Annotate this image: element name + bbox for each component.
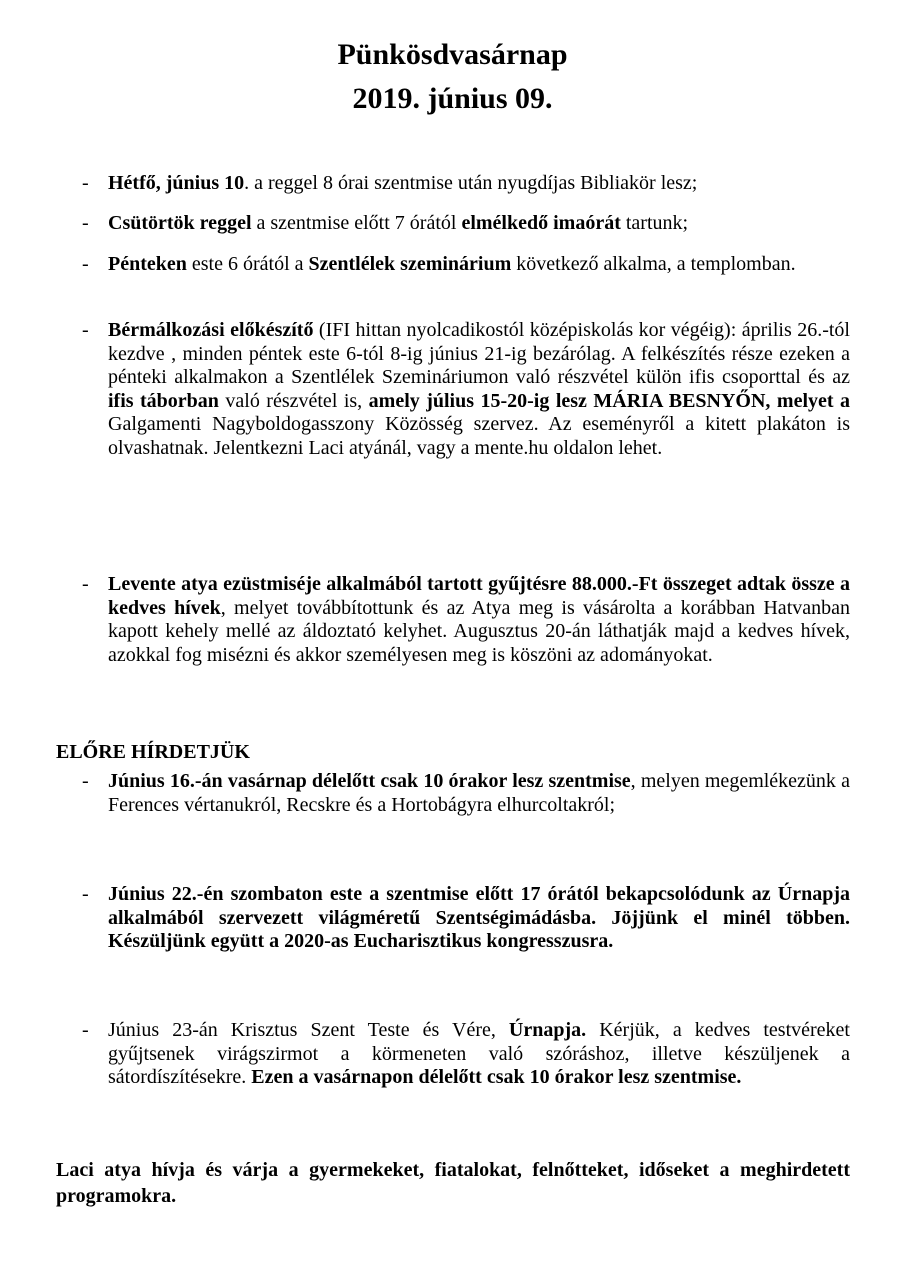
notice-text bbox=[108, 172, 850, 196]
bullet-dash: - bbox=[82, 172, 89, 194]
notice-plain: következő alkalma, a templomban. bbox=[511, 253, 796, 275]
notice-emphasis: ifis táborban bbox=[108, 389, 219, 412]
notice-item-monday bbox=[82, 172, 850, 196]
notice-text bbox=[108, 253, 850, 277]
notice-item-collection bbox=[82, 573, 850, 667]
notice-emphasis: Június 16.-án vasárnap délelőtt csak 10 órakor lesz szentmise bbox=[108, 770, 631, 792]
closing-text: Laci atya hívja és várja a gyermekeket, fiatalokat, felnőtteket, időseket a meghirdetett programokra. bbox=[56, 1159, 850, 1207]
notice-plain: . a reggel 8 órai szentmise után nyugdíjas Bibliakör lesz; bbox=[244, 172, 698, 194]
notice-emphasis: Június 22.-én szombaton este a szentmise előtt 17 órától bekapcsolódunk az Úrnapja alkalmából szervezett világméretű Szentségimádásba. Jöjjünk el minél többen. Készüljünk együtt a 2020-as Eucharisztikus kongresszusra. bbox=[108, 883, 850, 952]
bullet-dash: - bbox=[82, 573, 89, 595]
notice-plain: , melyet továbbítottunk és az Atya meg is vásárolta a korábban Hatvanban kapott kehely mellé az áldoztató kelyhet. Augusztus 20-án láthatják majd a kedves hívek, azokkal fog misézni és akkor személyesen meg is köszöni az adományokat. bbox=[108, 596, 850, 666]
notice-text bbox=[108, 770, 850, 817]
bullet-dash: - bbox=[82, 1019, 89, 1041]
notice-plain: este 6 órától a bbox=[186, 253, 309, 275]
notice-plain: Kérjük, a kedves testvéreket gyűjtsenek virágszirmot a körmeneten való szóráshoz, illetve készüljenek a sátordíszítésekre. bbox=[108, 1019, 850, 1088]
notice-item-confirmation bbox=[82, 319, 851, 460]
bullet-dash: - bbox=[82, 770, 89, 792]
notice-item-thursday bbox=[82, 212, 850, 236]
notice-text bbox=[108, 319, 850, 460]
notice-emphasis: Szentlélek szeminárium bbox=[308, 253, 512, 275]
notice-text bbox=[108, 1019, 850, 1090]
notice-emphasis: Csütörtök reggel bbox=[108, 212, 252, 234]
bullet-dash: - bbox=[82, 319, 89, 341]
notice-emphasis: Hétfő, június 10 bbox=[108, 172, 245, 194]
notice-plain: való részvétel is, bbox=[218, 389, 369, 412]
notice-plain: Galgamenti Nagyboldogasszony Közösség szervez. Az eseményről a kitett plakáton is olvashatnak. Jelentkezni Laci atyánál, vagy a mente.hu oldalon lehet. bbox=[108, 413, 850, 459]
notice-item-friday bbox=[82, 253, 850, 277]
notice-text bbox=[108, 212, 850, 236]
notice-emphasis: Ezen a vasárnapon délelőtt csak 10 órakor lesz szentmise. bbox=[251, 1066, 742, 1088]
notice-text bbox=[108, 573, 850, 667]
notice-emphasis: Pénteken bbox=[108, 253, 187, 275]
announce-item-june-22 bbox=[82, 883, 850, 954]
notice-plain: , melyen megemlékezünk a Ferences vértanukról, Recskre és a Hortobágyra elhurcoltakról; bbox=[108, 770, 850, 816]
announce-item-june-16 bbox=[82, 770, 850, 817]
notice-plain: a szentmise előtt 7 órától bbox=[251, 212, 462, 234]
bullet-dash: - bbox=[82, 253, 89, 275]
notice-plain: Június 23-án Krisztus Szent Teste és Vére, bbox=[108, 1019, 509, 1041]
page-date: 2019. június 09. bbox=[352, 82, 553, 115]
notice-emphasis: amely július 15-20-ig lesz MÁRIA BESNYŐN, melyet a bbox=[368, 389, 851, 412]
bullet-dash: - bbox=[82, 883, 89, 905]
announce-item-june-23 bbox=[82, 1019, 850, 1090]
notice-emphasis: Levente atya ezüstmiséje alkalmából tartott gyűjtésre 88.000.-Ft összeget adtak össze a kedves hívek bbox=[108, 573, 850, 619]
notice-plain: (IFI hittan nyolcadikostól középiskolás kor végéig): április 26.-tól kezdve , minden péntek este 6-tól 8-ig június 21-ig bezárólag. A felkészítés része ezeken a pénteki alkalmakon a Szentlélek Szemináriumon való részvétel külön ifis csoporttal és az bbox=[108, 319, 850, 388]
notice-text bbox=[108, 883, 850, 954]
notice-plain: tartunk; bbox=[620, 212, 689, 234]
page-title: Pünkösdvasárnap bbox=[337, 38, 568, 71]
bullet-dash: - bbox=[82, 212, 89, 234]
notice-emphasis: Úrnapja. bbox=[508, 1019, 587, 1041]
notice-emphasis: Bérmálkozási előkészítő bbox=[108, 319, 314, 341]
section-heading: ELŐRE HÍRDETJÜK bbox=[56, 741, 250, 763]
notice-emphasis: elmélkedő imaórát bbox=[461, 212, 621, 234]
